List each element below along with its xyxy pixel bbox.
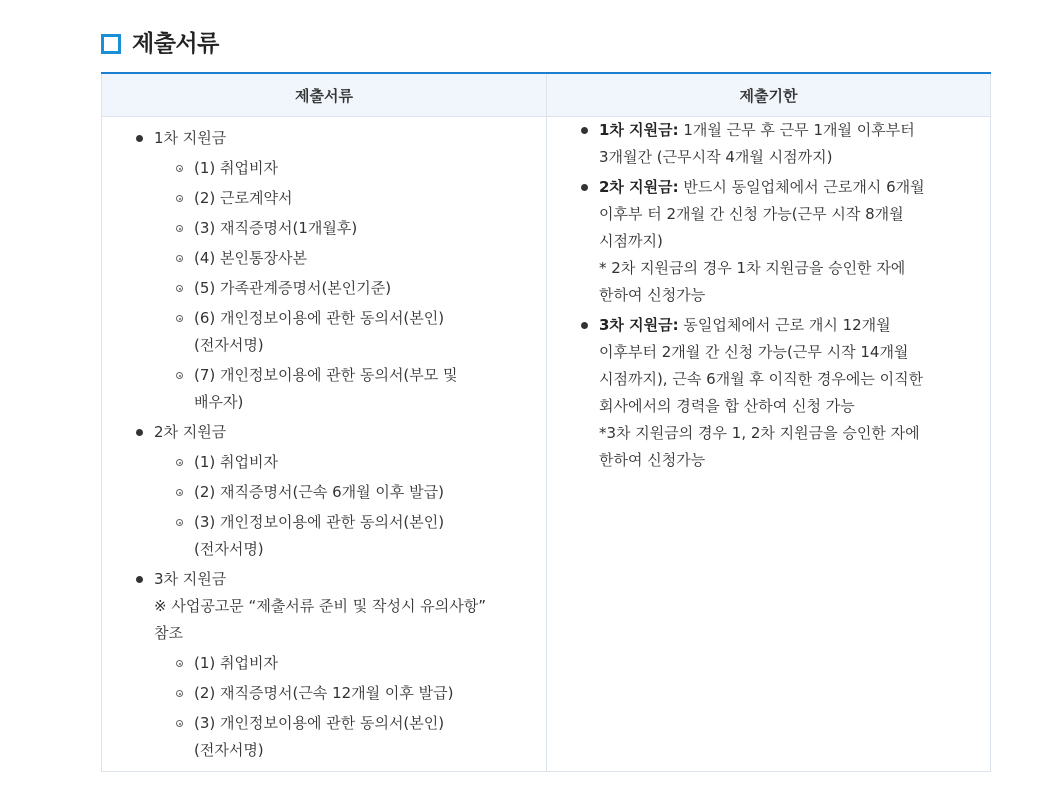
list-item: (3) 재직증명서(1개월후) <box>102 215 546 242</box>
list-item: (5) 가족관계증명서(본인기준) <box>102 275 546 302</box>
list-item: (3) 개인정보이용에 관한 동의서(본인) (전자서명) <box>102 710 546 764</box>
bullet-dot-icon <box>581 184 588 191</box>
circle-bullet-icon <box>176 690 183 697</box>
list-item-group1: 1차 지원금 <box>102 125 546 152</box>
list-item-group2: 2차 지원금 <box>102 419 546 446</box>
list-item: (4) 본인통장사본 <box>102 245 546 272</box>
deadline-item-2: 2차 지원금: 반드시 동일업체에서 근로개시 6개월 이후부 터 2개월 간 신청 가능(근무 시작 8개월 시점까지) * 2차 지원금의 경우 1차 지원금을 승인한 자에 한하여 신청가능 <box>547 174 990 309</box>
documents-cell <box>102 117 547 772</box>
circle-bullet-icon <box>176 165 183 172</box>
bullet-dot-icon <box>581 127 588 134</box>
circle-bullet-icon <box>176 255 183 262</box>
header-deadline: 제출기한 <box>547 73 991 117</box>
list-item: (1) 취업비자 <box>102 650 546 677</box>
circle-bullet-icon <box>176 519 183 526</box>
list-item: (1) 취업비자 <box>102 155 546 182</box>
circle-bullet-icon <box>176 660 183 667</box>
list-item: (3) 개인정보이용에 관한 동의서(본인) (전자서명) <box>102 509 546 563</box>
list-item: (6) 개인정보이용에 관한 동의서(본인) (전자서명) <box>102 305 546 359</box>
list-item: (2) 근로계약서 <box>102 185 546 212</box>
circle-bullet-icon <box>176 225 183 232</box>
list-item-group3: 3차 지원금 ※ 사업공고문 “제출서류 준비 및 작성시 유의사항” 참조 <box>102 566 546 647</box>
circle-bullet-icon <box>176 489 183 496</box>
circle-bullet-icon <box>176 372 183 379</box>
bullet-dot-icon <box>136 576 143 583</box>
circle-bullet-icon <box>176 459 183 466</box>
table-row <box>102 117 991 772</box>
list-item: (2) 재직증명서(근속 12개월 이후 발급) <box>102 680 546 707</box>
circle-bullet-icon <box>176 195 183 202</box>
documents-table <box>101 72 991 772</box>
bullet-dot-icon <box>581 322 588 329</box>
circle-bullet-icon <box>176 315 183 322</box>
list-item: (7) 개인정보이용에 관한 동의서(부모 및 배우자) <box>102 362 546 416</box>
deadline-cell <box>547 117 991 772</box>
list-item: (2) 재직증명서(근속 6개월 이후 발급) <box>102 479 546 506</box>
header-documents: 제출서류 <box>102 73 547 117</box>
section-title <box>101 24 219 58</box>
deadline-item-1: 1차 지원금: 1개월 근무 후 근무 1개월 이후부터 3개월간 (근무시작 4개월 시점까지) <box>547 117 990 171</box>
bullet-dot-icon <box>136 135 143 142</box>
circle-bullet-icon <box>176 285 183 292</box>
deadline-item-3: 3차 지원금: 동일업체에서 근로 개시 12개월 이후부터 2개월 간 신청 가능(근무 시작 14개월 시점까지), 근속 6개월 후 이직한 경우에는 이직한 회사에서의 경력을 합 산하여 신청 가능 *3차 지원금의 경우 1, 2차 지원금을 승인한 자에 한하여 신청가능 <box>547 312 990 474</box>
bullet-dot-icon <box>136 429 143 436</box>
table-header-row <box>102 73 991 117</box>
circle-bullet-icon <box>176 720 183 727</box>
list-item: (1) 취업비자 <box>102 449 546 476</box>
square-bullet-icon <box>101 34 121 54</box>
section-title-text: 제출서류 <box>132 30 219 57</box>
